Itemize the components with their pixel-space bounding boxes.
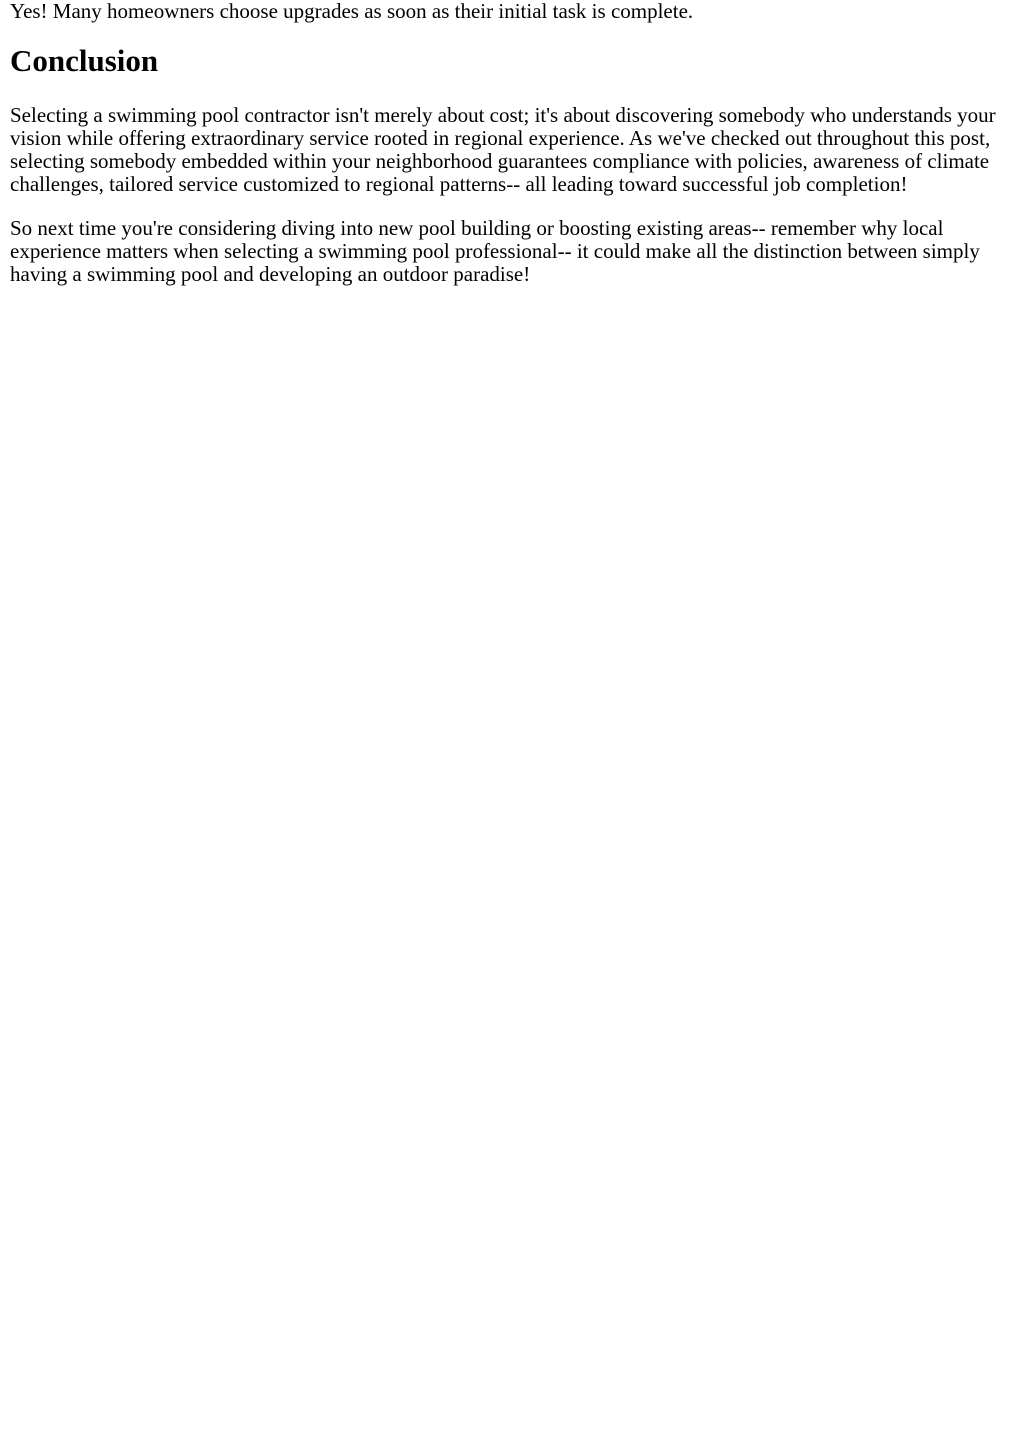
faq-answer-text: Yes! Many homeowners choose upgrades as soon as their initial task is complete. [10, 0, 694, 23]
conclusion-paragraph-1: Selecting a swimming pool contractor isn't merely about cost; it's about discovering somebody who understands your vision while offering extraordinary service rooted in regional experience. As we've checked out throughout this post, selecting somebody embedded within your neighborhood guarantees compliance with policies, awareness of climate challenges, tailored service customized to regional patterns-- all leading toward successful job completion! [10, 103, 996, 196]
conclusion-heading: Conclusion [10, 43, 159, 78]
document-body [10, 0, 1014, 286]
conclusion-paragraph-2: So next time you're considering diving into new pool building or boosting existing areas-- remember why local experience matters when selecting a swimming pool professional-- it could make all the distinction between simply having a swimming pool and developing an outdoor paradise! [10, 216, 980, 286]
